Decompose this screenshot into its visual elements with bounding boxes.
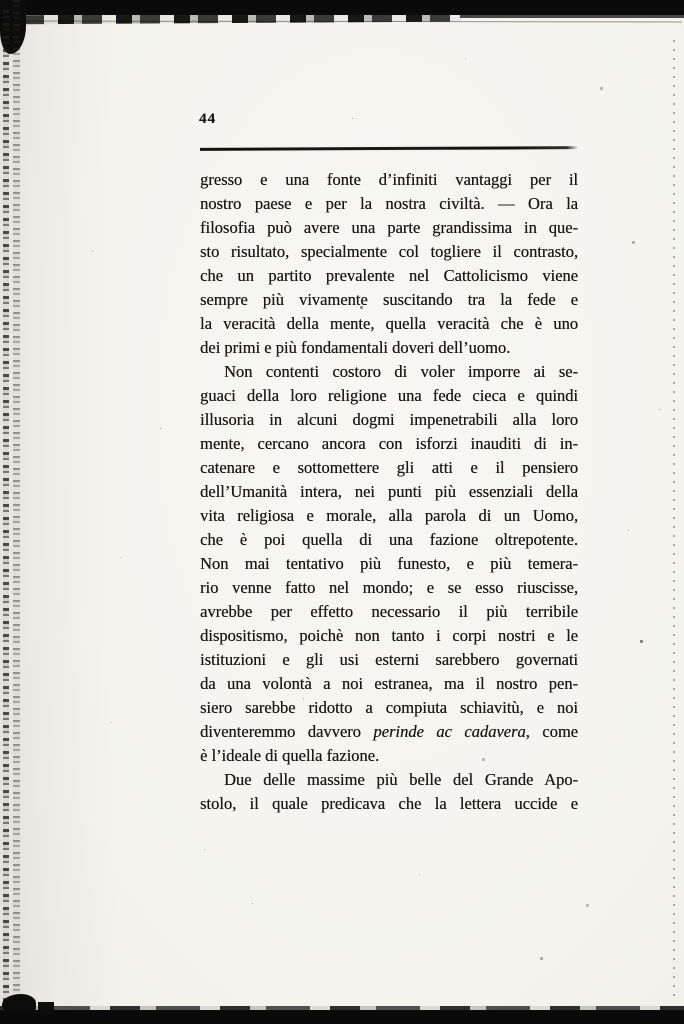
text-line: avrebbe per effetto necessario il più terribile xyxy=(200,602,578,621)
header-rule xyxy=(200,146,578,150)
scan-blob-bottom-left xyxy=(2,994,36,1012)
text-line: Due delle massime più belle del Grande Apo- xyxy=(224,770,578,789)
scan-edge-top-ragged xyxy=(0,13,462,25)
scan-edge-bottom-ragged xyxy=(0,1006,684,1011)
text-line: mente, cercano ancora con isforzi inauditi di in- xyxy=(200,434,578,453)
text-line: gresso e una fonte d’infiniti vantaggi per il xyxy=(200,170,578,189)
paragraph xyxy=(200,360,578,768)
paragraph xyxy=(200,768,578,816)
text-line: è l’ideale di quella fazione. xyxy=(200,746,380,765)
scan-blob-bottom-left xyxy=(38,1002,54,1014)
text-line: dei primi e più fondamentali doveri dell’uomo. xyxy=(200,338,511,357)
text-line: istituzioni e gli usi esterni sarebbero governati xyxy=(200,650,578,669)
text-line: sempre più vivamente suscitando tra la fede e xyxy=(200,290,578,309)
text-block xyxy=(200,168,578,816)
scan-edge-top-thin xyxy=(460,15,684,18)
text-line: che un partito prevalente nel Cattolicismo viene xyxy=(200,266,578,285)
binding-shadow-stripe xyxy=(3,10,9,1010)
text-line: siero sarebbe ridotto a compiuta schiavitù, e noi xyxy=(200,698,578,717)
text-line: dispositismo, poichè non tanto i corpi nostri e le xyxy=(200,626,578,645)
text-line: sto risultato, specialmente col togliere il contrasto, xyxy=(200,242,578,261)
text-line: nostro paese e per la nostra civiltà. — Ora la xyxy=(200,194,578,213)
text-line: Non mai tentativo più funesto, e più temera- xyxy=(200,554,578,573)
text-line: che è poi quella di una fazione oltrepotente. xyxy=(200,530,578,549)
page-number: 44 xyxy=(199,111,216,127)
text-line: rio venne fatto nel mondo; e se esso riuscisse, xyxy=(200,578,578,597)
text-line: diventeremmo davvero perinde ac cadavera, come xyxy=(200,722,578,741)
text-line: guaci della loro religione una fede cieca e quindi xyxy=(200,386,578,405)
scan-edge-bottom xyxy=(0,1010,684,1024)
text-line: filosofia può avere una parte grandissima in que- xyxy=(200,218,578,237)
scan-noise-specks xyxy=(0,0,1,1)
text-line: da una volontà a noi estranea, ma il nostro pen- xyxy=(200,674,578,693)
text-line: illusoria in alcuni dogmi impenetrabili alla loro xyxy=(200,410,578,429)
paragraph xyxy=(200,168,578,360)
text-line: stolo, il quale predicava che la lettera uccide e xyxy=(200,794,578,813)
binding-shadow-stripe xyxy=(13,0,20,1012)
text-line: vita religiosa e morale, alla parola di un Uomo, xyxy=(200,506,578,525)
page-right-edge-speckle xyxy=(673,40,675,1000)
text-line: Non contenti costoro di voler imporre ai se- xyxy=(224,362,578,381)
text-line: la veracità della mente, quella veracità che è uno xyxy=(200,314,578,333)
text-line: dell’Umanità intera, nei punti più essenziali della xyxy=(200,482,578,501)
text-line: catenare e sottomettere gli atti e il pensiero xyxy=(200,458,578,477)
